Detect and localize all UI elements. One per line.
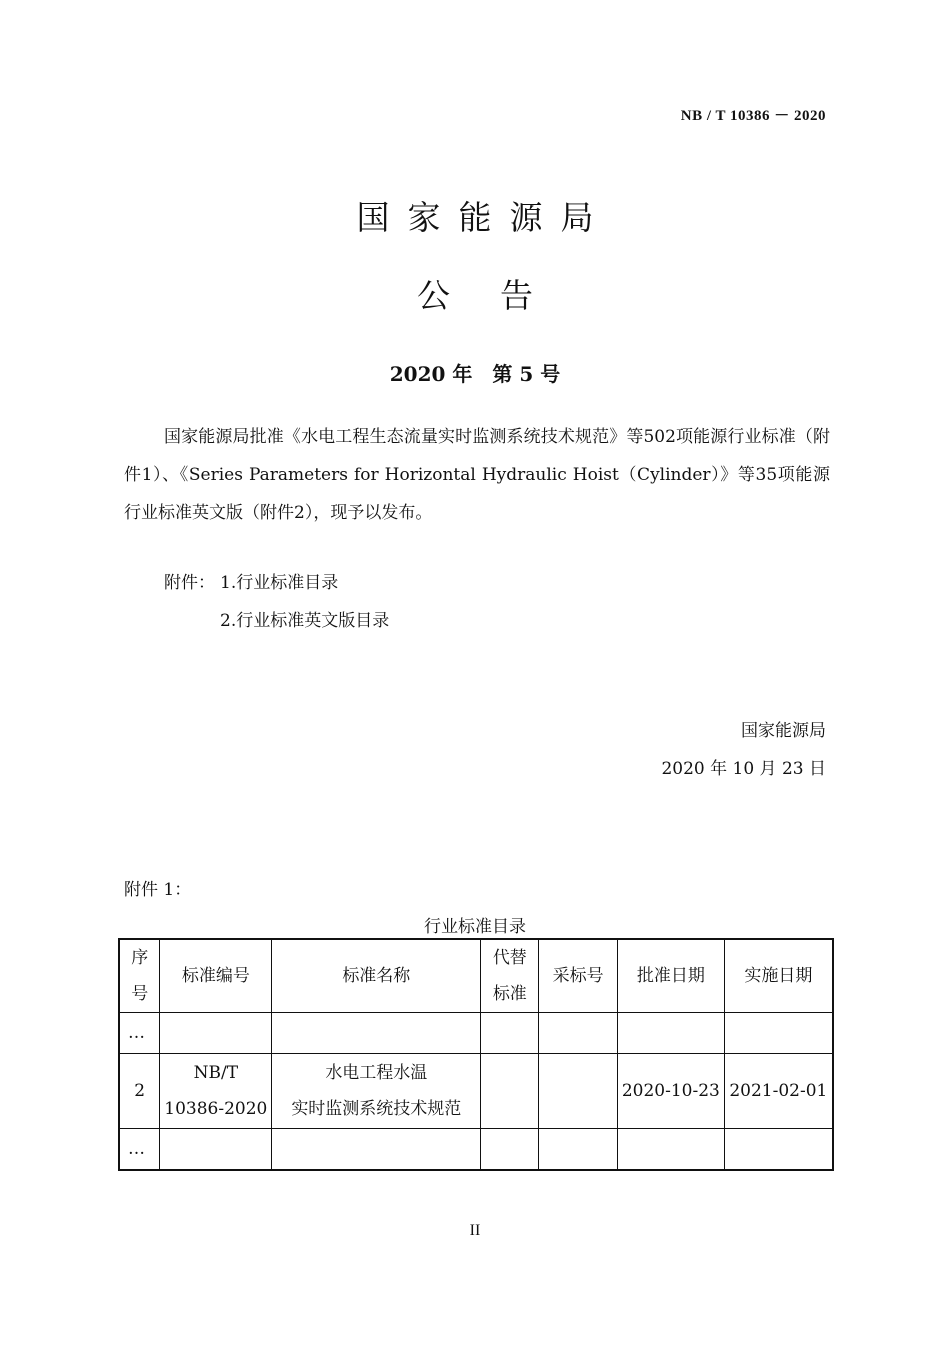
header-replace: 代替 标准 [481,939,539,1013]
standards-table [118,938,834,1171]
table-row [119,1054,833,1129]
header-seq: 序 号 [119,939,160,1013]
cell-std-no: NB/T 10386-2020 [160,1054,272,1129]
table-row [119,1129,833,1171]
cell-seq: … [119,1013,160,1054]
cell-adopt-no [539,1054,618,1129]
attachment-item: 1.行业标准目录 [220,573,339,593]
cell-approve-date: 2020-10-23 [617,1054,724,1129]
header-adopt-no: 采标号 [539,939,618,1013]
cell-replace [481,1054,539,1129]
cell-std-name: 水电工程水温 实时监测系统技术规范 [272,1054,481,1129]
cell-seq: 2 [119,1054,160,1129]
standard-code: NB / T 10386 － 2020 [680,108,826,124]
header-std-no: 标准编号 [160,939,272,1013]
issue-number: 2020 年 第 5 号 [389,362,561,386]
table-row [119,1013,833,1054]
table-title: 行业标准目录 [424,917,526,937]
announcement-body: 国家能源局批准《水电工程生态流量实时监测系统技术规范》等502项能源行业标准（附件1）、《Series Parameters for Horizontal Hydraulic Hoist（Cylinder）》等35项能源行业标准英文版（附件2），现予以发布。 [124,427,830,523]
annex-label: 附件 1： [124,880,192,900]
signature-date: 2020 年 10 月 23 日 [661,759,826,779]
page-subtitle: 公告 [417,276,583,315]
attachments-label: 附件： [164,573,215,593]
table-header-row [119,939,833,1013]
header-std-name: 标准名称 [272,939,481,1013]
header-effective-date: 实施日期 [724,939,833,1013]
cell-seq: … [119,1129,160,1171]
header-approve-date: 批准日期 [617,939,724,1013]
page-title: 国家能源局 [356,198,612,237]
signature-org: 国家能源局 [741,721,826,741]
page-number: II [469,1222,481,1239]
attachment-item: 2.行业标准英文版目录 [220,611,390,631]
cell-effective-date: 2021-02-01 [724,1054,833,1129]
